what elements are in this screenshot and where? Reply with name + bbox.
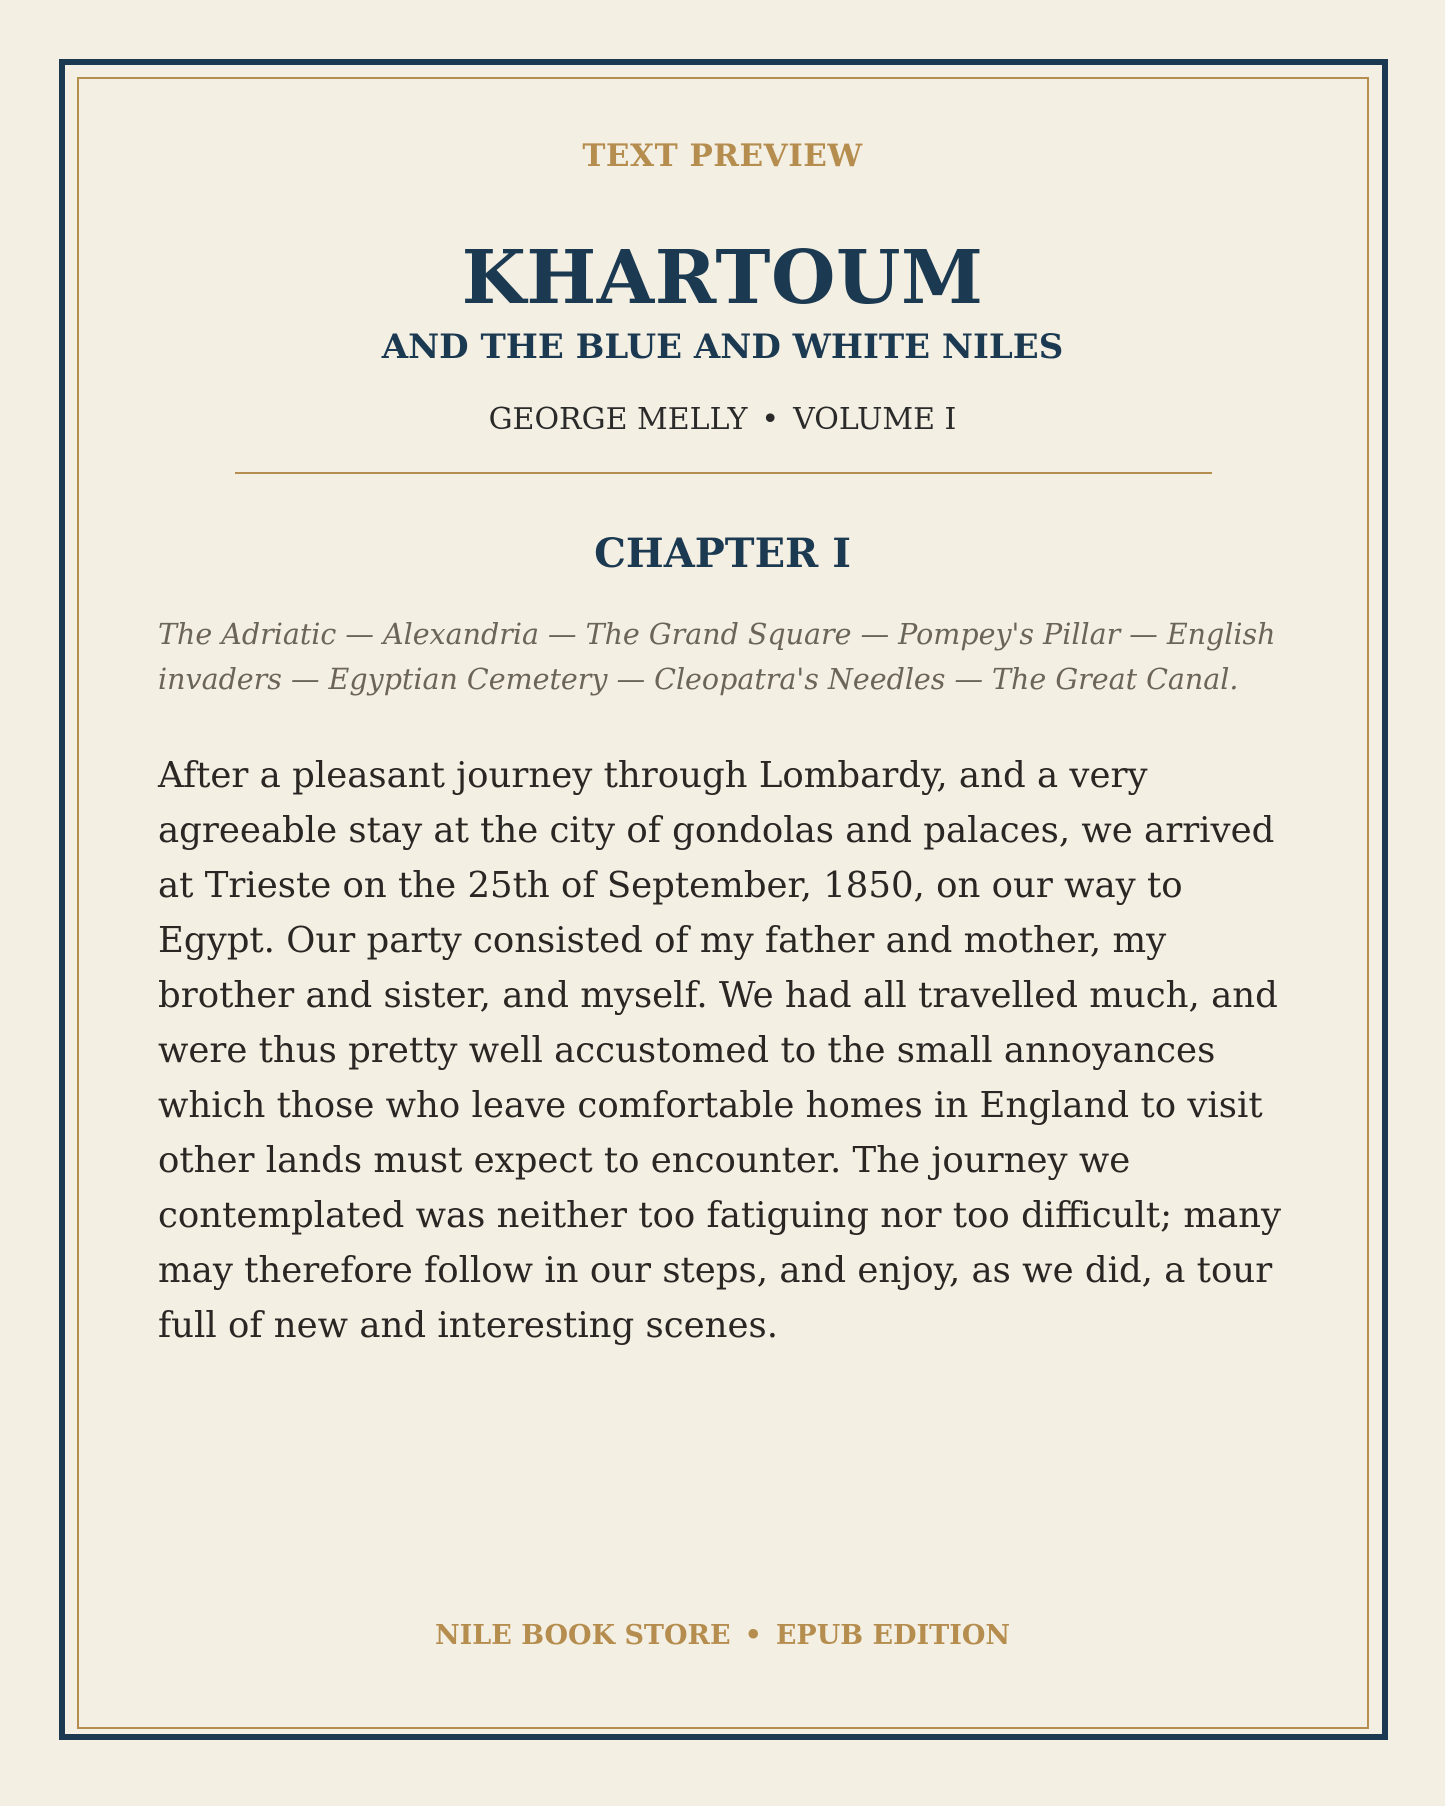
title-divider [235, 472, 1212, 474]
book-subtitle: AND THE BLUE AND WHITE NILES [381, 327, 1064, 367]
volume-label: VOLUME I [793, 402, 957, 437]
author-name: GEORGE MELLY [488, 402, 748, 437]
store-name: NILE BOOK STORE [434, 1620, 731, 1651]
preview-label: TEXT PREVIEW [582, 138, 863, 174]
chapter-heading: CHAPTER I [594, 530, 851, 577]
edition-label: EPUB EDITION [775, 1620, 1011, 1651]
byline-separator: • [761, 402, 780, 437]
byline [0, 402, 1445, 437]
chapter-synopsis: The Adriatic — Alexandria — The Grand Square — Pompey's Pillar — English invaders — Egyptian Cemetery — Cleopatra's Needles — The Great Canal. [158, 618, 1276, 696]
chapter-body: After a pleasant journey through Lombardy, and a very agreeable stay at the city of gondolas and palaces, we arrived at Trieste on the 25th of September, 1850, on our way to Egypt. Our party consisted of my father and mother, my brother and sister, and myself. We had all travelled much, and were thus pretty well accustomed to the small annoyances which those who leave comfortable homes in England to visit other lands must expect to encounter. The journey we contemplated was neither too fatiguing nor too difficult; many may therefore follow in our steps, and enjoy, as we did, a tour full of new and interesting scenes. [158, 755, 1282, 1346]
footer [0, 1620, 1445, 1651]
book-title: KHARTOUM [461, 235, 984, 321]
footer-separator: • [744, 1620, 762, 1651]
